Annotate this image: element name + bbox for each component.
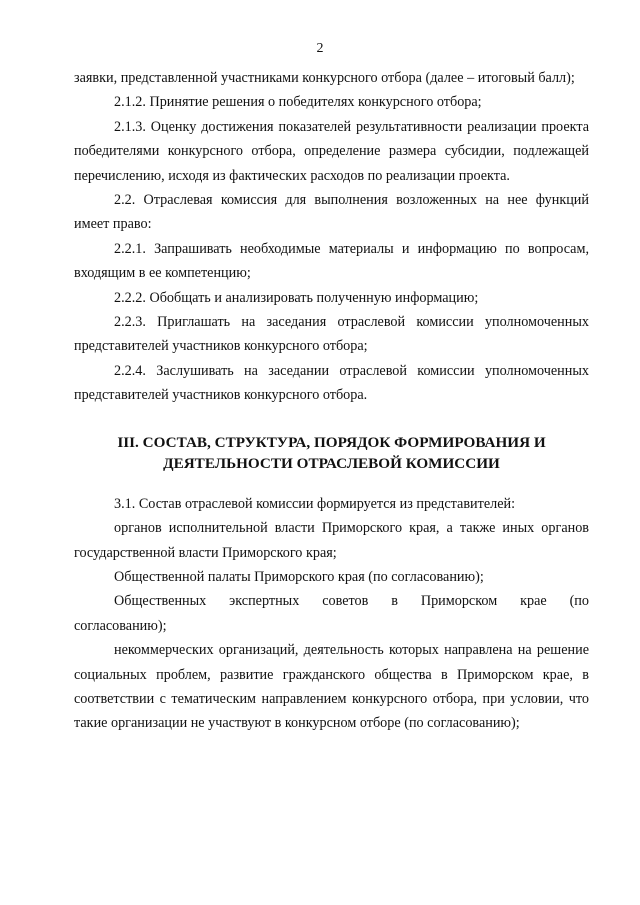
paragraph-ekspertnye-sovety-line-1: Общественных экспертных советов в Приморском крае (по xyxy=(114,593,589,610)
paragraph-obshchestvennaya-palata: Общественной палаты Приморского края (по согласованию); xyxy=(114,568,484,585)
paragraph-2-2-4: 2.2.4. Заслушивать на заседании отраслевой комиссии уполномоченных представителей участников конкурсного отбора. xyxy=(74,362,589,404)
paragraph-nko: некоммерческих организаций, деятельность которых направлена на решение социальных проблем, развитие гражданского общества в Приморском крае, в соответствии с тематическим направлением конкурсного отбора, при условии, что такие организации не участвуют в конкурсном отборе (по согласованию); xyxy=(74,642,589,732)
document-body xyxy=(74,66,589,736)
section-heading-line-1: III. СОСТАВ, СТРУКТУРА, ПОРЯДОК ФОРМИРОВАНИЯ И xyxy=(117,433,546,451)
paragraph-ekspertnye-sovety-line-2: согласованию); xyxy=(74,617,167,634)
paragraph-2-1-3: 2.1.3. Оценку достижения показателей результативности реализации проекта победителями конкурсного отбора, определение размера субсидии, подлежащей перечислению, исходя из фактических расходов по реализации проекта. xyxy=(74,118,589,184)
page-number: 2 xyxy=(316,41,324,56)
paragraph-itogovyi-ball: заявки, представленной участниками конкурсного отбора (далее – итоговый балл); xyxy=(74,70,575,86)
section-heading-line-2: ДЕЯТЕЛЬНОСТИ ОТРАСЛЕВОЙ КОМИССИИ xyxy=(163,454,500,472)
paragraph-3-1: 3.1. Состав отраслевой комиссии формируется из представителей: xyxy=(114,495,516,512)
section-heading xyxy=(74,432,589,474)
paragraph-2-2-3: 2.2.3. Приглашать на заседания отраслевой комиссии уполномоченных представителей участников конкурсного отбора; xyxy=(74,314,589,355)
paragraph-2-2-1: 2.2.1. Запрашивать необходимые материалы и информацию по вопросам, входящим в ее компетенцию; xyxy=(74,240,589,282)
paragraph-2-1-2: 2.1.2. Принятие решения о победителях конкурсного отбора; xyxy=(114,94,482,111)
paragraph-2-2: 2.2. Отраслевая комиссия для выполнения возложенных на нее функций имеет право: xyxy=(74,192,589,233)
paragraph-organy-vlasti: органов исполнительной власти Приморского края, а также иных органов государственной власти Приморского края; xyxy=(74,520,589,561)
paragraph-2-2-2: 2.2.2. Обобщать и анализировать полученную информацию; xyxy=(114,289,479,306)
